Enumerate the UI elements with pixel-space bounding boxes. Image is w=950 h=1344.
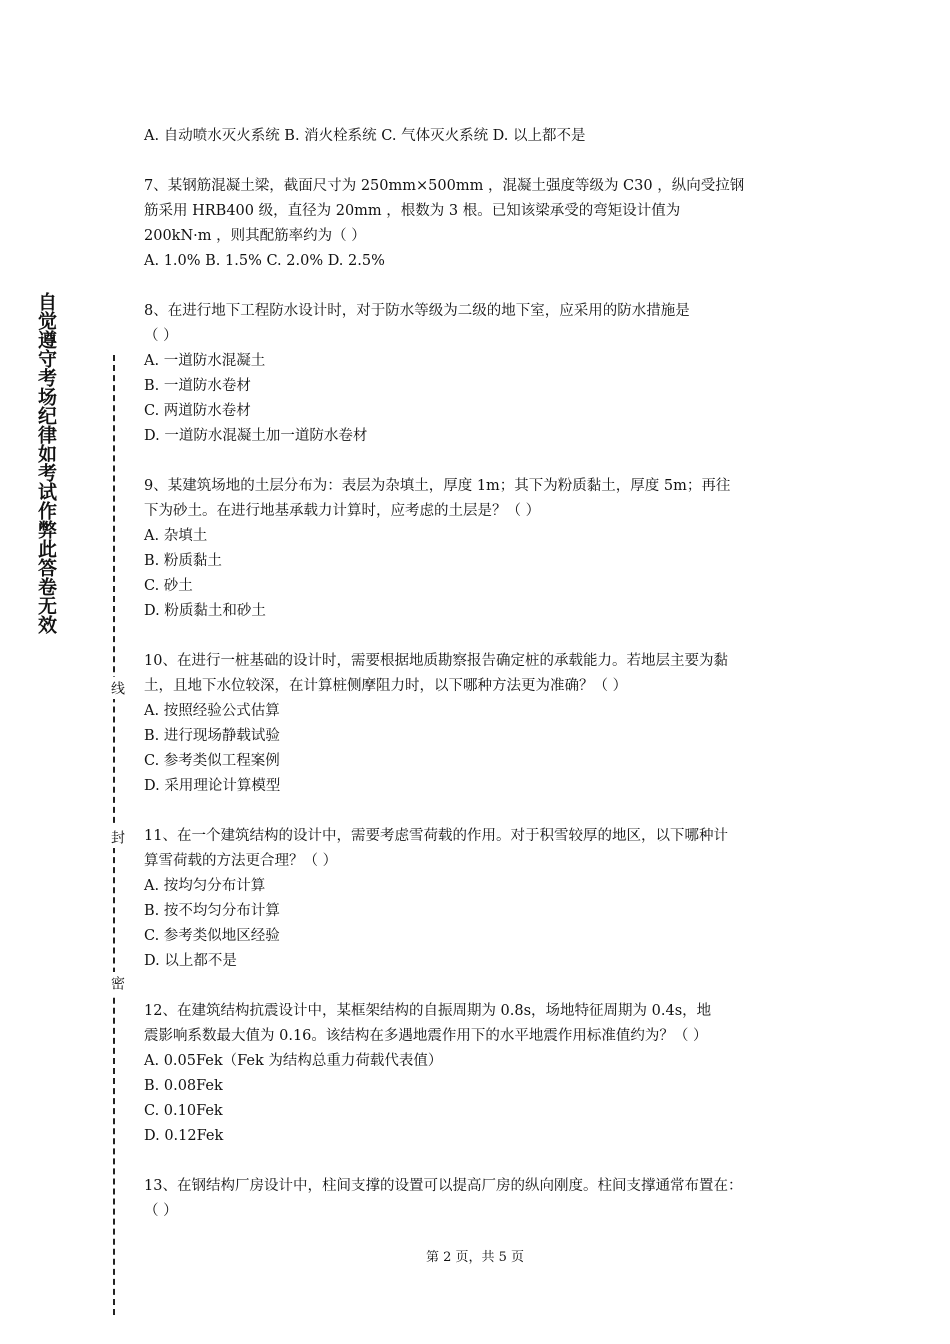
text-line: 算雪荷载的方法更合理？（ ） — [144, 853, 338, 869]
text-line: B. 0.08Fek — [144, 1078, 223, 1094]
text-line: D. 以上都不是 — [144, 953, 237, 969]
text-line: A. 自动喷水灭火系统 B. 消火栓系统 C. 气体灭火系统 D. 以上都不是 — [144, 128, 586, 144]
text-line: B. 进行现场静载试验 — [144, 728, 280, 744]
text-line: D. 采用理论计算模型 — [144, 778, 281, 794]
text-line: C. 参考类似地区经验 — [144, 928, 280, 944]
binding-label-line: 线 — [102, 677, 126, 699]
text-line: A. 杂填土 — [144, 528, 208, 544]
blank-spacer — [144, 149, 814, 174]
blank-spacer — [144, 974, 814, 999]
text-line: A. 1.0% B. 1.5% C. 2.0% D. 2.5% — [144, 253, 385, 269]
text-line: 11、在一个建筑结构的设计中，需要考虑雪荷载的作用。对于积雪较厚的地区，以下哪种计 — [144, 828, 728, 844]
text-line: 7、某钢筋混凝土梁，截面尺寸为 250mm×500mm ，混凝土强度等级为 C30 ，纵向受拉钢 — [144, 178, 745, 194]
question-content — [144, 124, 814, 1224]
text-line: A. 按照经验公式估算 — [144, 703, 280, 719]
text-line: 土，且地下水位较深，在计算桩侧摩阻力时，以下哪种方法更为准确？（ ） — [144, 678, 628, 694]
text-line: 筋采用 HRB400 级，直径为 20mm ，根数为 3 根。已知该梁承受的弯矩设计值为 — [144, 203, 681, 219]
blank-spacer — [144, 799, 814, 824]
text-line: B. 一道防水卷材 — [144, 378, 251, 394]
text-line: 震影响系数最大值为 0.16。该结构在多遇地震作用下的水平地震作用标准值约为？（ ） — [144, 1028, 708, 1044]
text-line: 200kN·m ，则其配筋率约为（ ） — [144, 228, 366, 244]
text-line: 13、在钢结构厂房设计中，柱间支撑的设置可以提高厂房的纵向刚度。柱间支撑通常布置在： — [144, 1178, 743, 1194]
text-line: B. 按不均匀分布计算 — [144, 903, 280, 919]
blank-spacer — [144, 274, 814, 299]
blank-spacer — [144, 624, 814, 649]
text-line: C. 砂土 — [144, 578, 193, 594]
text-line: C. 0.10Fek — [144, 1103, 223, 1119]
text-line: A. 一道防水混凝土 — [144, 353, 266, 369]
text-line: D. 一道防水混凝土加一道防水卷材 — [144, 428, 368, 444]
text-line: A. 0.05Fek（Fek 为结构总重力荷载代表值） — [144, 1053, 443, 1069]
text-line: 9、某建筑场地的土层分布为：表层为杂填土，厚度 1m；其下为粉质黏土，厚度 5m；再往 — [144, 478, 731, 494]
exam-discipline-notice: 自觉遵守考场纪律如考试作弊此答卷无效 — [35, 292, 57, 634]
page-footer: 第 2 页，共 5 页 — [425, 1250, 525, 1265]
blank-spacer — [144, 1149, 814, 1174]
text-line: D. 粉质黏土和砂土 — [144, 603, 266, 619]
text-line: （ ） — [144, 328, 178, 344]
text-line: A. 按均匀分布计算 — [144, 878, 266, 894]
text-line: D. 0.12Fek — [144, 1128, 224, 1144]
text-line: 8、在进行地下工程防水设计时，对于防水等级为二级的地下室，应采用的防水措施是 — [144, 303, 690, 319]
text-line: （ ） — [144, 1203, 178, 1219]
binding-label-seal: 封 — [102, 826, 126, 848]
text-line: B. 粉质黏土 — [144, 553, 222, 569]
blank-spacer — [144, 449, 814, 474]
text-line: 12、在建筑结构抗震设计中，某框架结构的自振周期为 0.8s，场地特征周期为 0.4s，地 — [144, 1003, 712, 1019]
text-line: 下为砂土。在进行地基承载力计算时，应考虑的土层是？（ ） — [144, 503, 541, 519]
binding-label-secret: 密 — [102, 972, 126, 994]
text-line: 10、在进行一桩基础的设计时，需要根据地质勘察报告确定桩的承载能力。若地层主要为黏 — [144, 653, 728, 669]
text-line: C. 参考类似工程案例 — [144, 753, 280, 769]
text-line: C. 两道防水卷材 — [144, 403, 251, 419]
